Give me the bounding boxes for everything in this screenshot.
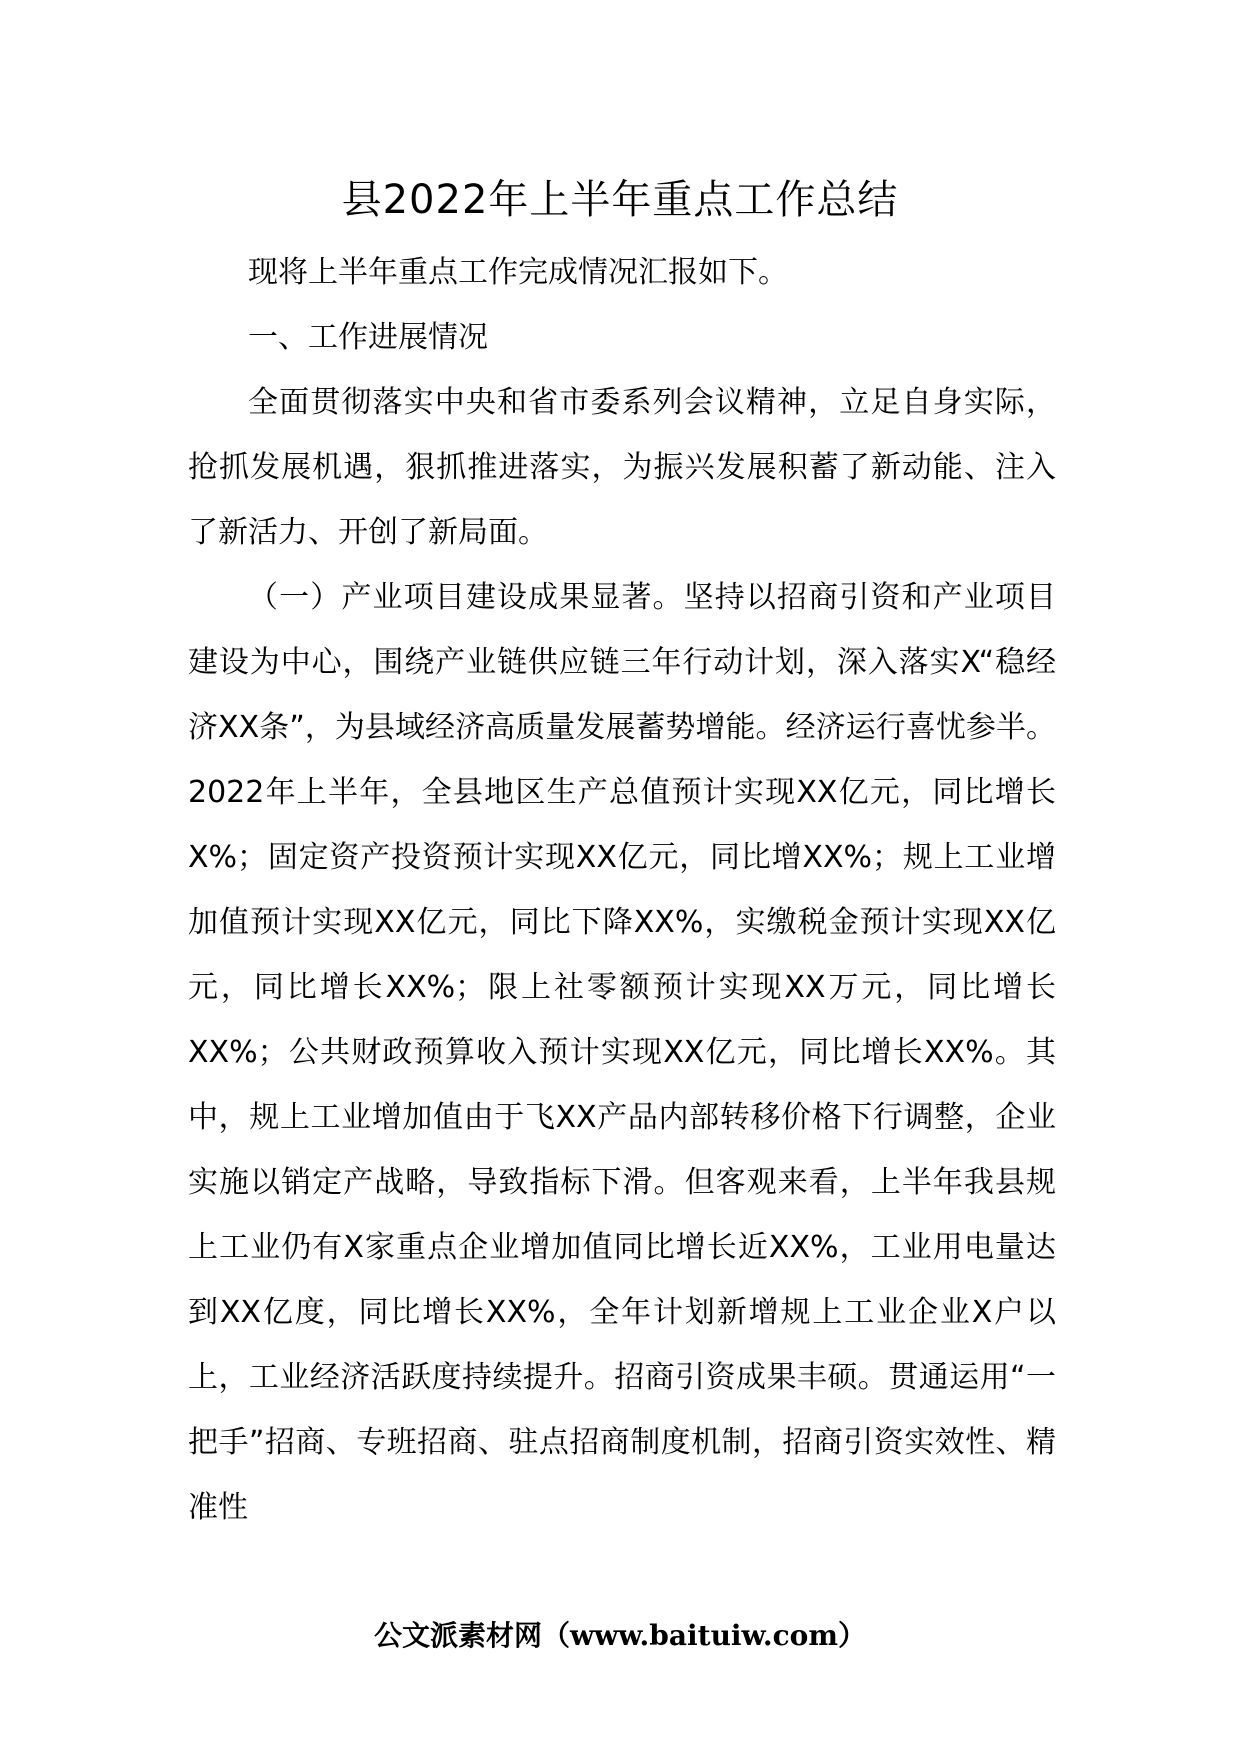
document-body bbox=[188, 240, 1056, 1540]
intro-paragraph: 现将上半年重点工作完成情况汇报如下。 bbox=[248, 255, 788, 290]
footer-watermark: 公文派素材网（www.baituiw.com） bbox=[374, 1619, 866, 1652]
summary-paragraph: 全面贯彻落实中央和省市委系列会议精神，立足自身实际，抢抓发展机遇，狠抓推进落实，为振兴发展积蓄了新动能、注入了新活力、开创了新局面。 bbox=[188, 385, 1056, 550]
industry-paragraph: （一）产业项目建设成果显著。坚持以招商引资和产业项目建设为中心，围绕产业链供应链三年行动计划，深入落实X“稳经济XX条”，为县域经济高质量发展蓄势增能。经济运行喜忧参半。2022年上半年，全县地区生产总值预计实现XX亿元，同比增长X%；固定资产投资预计实现XX亿元，同比增XX%；规上工业增加值预计实现XX亿元，同比下降XX%，实缴税金预计实现XX亿元，同比增长XX%；限上社零额预计实现XX万元，同比增长XX%；公共财政预算收入预计实现XX亿元，同比增长XX%。其中，规上工业增加值由于飞XX产品内部转移价格下行调整，企业实施以销定产战略，导致指标下滑。但客观来看，上半年我县规上工业仍有X家重点企业增加值同比增长近XX%，工业用电量达到XX亿度，同比增长XX%，全年计划新增规上工业企业X户以上，工业经济活跃度持续提升。招商引资成果丰硕。贯通运用“一把手”招商、专班招商、驻点招商制度机制，招商引资实效性、精准性 bbox=[188, 580, 1056, 1525]
section-heading: 一、工作进展情况 bbox=[248, 320, 488, 355]
document-title: 县2022年上半年重点工作总结 bbox=[341, 177, 899, 223]
